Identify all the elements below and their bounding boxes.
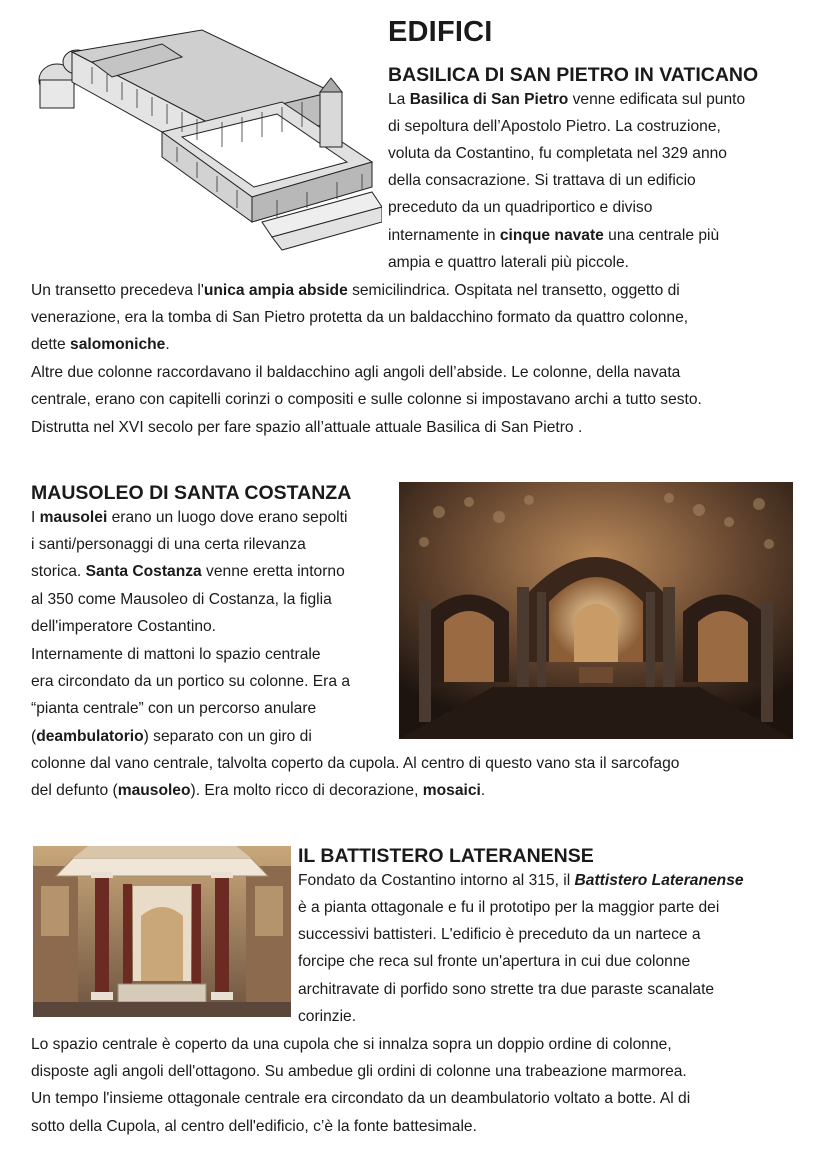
- emphasized-text: unica ampia abside: [203, 282, 348, 299]
- body-text: i santi/personaggi di una certa rilevanza: [31, 536, 306, 553]
- emphasized-text: cinque navate: [499, 227, 604, 244]
- paragraph-line: [298, 894, 719, 921]
- body-text: Lo spazio centrale è coperto da una cupola che si innalza sopra un doppio ordine di colonne,: [31, 1036, 672, 1053]
- section-title-battistero: IL BATTISTERO LATERANENSE: [298, 845, 594, 867]
- body-text: La: [388, 91, 410, 108]
- body-text: venerazione, era la tomba di San Pietro protetta da un baldacchino formato da quattro colonne,: [31, 309, 689, 326]
- body-text: forcipe che reca sul fronte un'apertura in cui due colonne: [298, 953, 691, 970]
- emphasized-text: deambulatorio: [36, 728, 144, 745]
- body-text: centrale, erano con capitelli corinzi o compositi e sulle colonne si impostavano archi a tutto sesto.: [31, 391, 702, 408]
- body-text: Un tempo l'insieme ottagonale centrale era circondato da un deambulatorio voltato a botte. Al di: [31, 1090, 691, 1107]
- body-text: Altre due colonne raccordavano il baldacchino agli angoli dell’abside. Le colonne, della navata: [31, 364, 681, 381]
- body-text: .: [165, 336, 170, 353]
- emphasized-text: salomoniche: [70, 336, 166, 353]
- emphasized-text: Basilica di San Pietro: [409, 91, 569, 108]
- body-text: ). Era molto ricco di decorazione,: [190, 782, 423, 799]
- body-text: venne eretta intorno: [201, 563, 345, 580]
- paragraph-line: [388, 140, 727, 167]
- emphasized-text: mosaici: [422, 782, 481, 799]
- paragraph-line: [31, 777, 485, 804]
- body-text: Distrutta nel XVI secolo per fare spazio all’attuale attuale Basilica di San Pietro .: [31, 419, 583, 436]
- body-text: “pianta centrale” con un percorso anulare: [31, 700, 317, 717]
- paragraph-line: [388, 86, 745, 113]
- paragraph-line: [31, 277, 680, 304]
- paragraph-line: [31, 504, 347, 531]
- paragraph-line: [31, 641, 321, 668]
- emphasized-text: Battistero Lateranense: [574, 872, 744, 889]
- paragraph-line: [31, 1113, 477, 1140]
- body-text: al 350 come Mausoleo di Costanza, la figlia: [31, 591, 332, 608]
- body-text: architravate di porfido sono strette tra due paraste scanalate: [298, 981, 715, 998]
- emphasized-text: mausolei: [39, 509, 108, 526]
- paragraph-line: [31, 586, 332, 613]
- body-text: una centrale più: [603, 227, 720, 244]
- paragraph-line: [31, 558, 345, 585]
- paragraph-line: [31, 1085, 690, 1112]
- paragraph-line: [388, 113, 721, 140]
- paragraph-line: [31, 531, 306, 558]
- emphasized-text: Santa Costanza: [85, 563, 202, 580]
- body-text: voluta da Costantino, fu completata nel 329 anno: [388, 145, 727, 162]
- body-text: semicilindrica. Ospitata nel transetto, oggetto di: [347, 282, 680, 299]
- paragraph-line: [298, 867, 744, 894]
- paragraph-line: [31, 668, 350, 695]
- body-text: ampia e quattro laterali più piccole.: [388, 254, 629, 271]
- section-title-basilica: BASILICA DI SAN PIETRO IN VATICANO: [388, 64, 759, 86]
- paragraph-line: [298, 921, 701, 948]
- paragraph-line: [31, 331, 170, 358]
- page-title: EDIFICI: [388, 16, 493, 48]
- body-text: della consacrazione. Si trattava di un edificio: [388, 172, 696, 189]
- body-text: Un transetto precedeva l': [31, 282, 204, 299]
- paragraph-line: [388, 194, 652, 221]
- body-text: preceduto da un quadriportico e diviso: [388, 199, 653, 216]
- body-text: Fondato da Costantino intorno al 315, il: [298, 872, 575, 889]
- paragraph-line: [31, 304, 688, 331]
- paragraph-line: [298, 948, 690, 975]
- body-text: era circondato da un portico su colonne. Era a: [31, 673, 351, 690]
- body-text: dette: [31, 336, 71, 353]
- body-text: colonne dal vano centrale, talvolta coperto da cupola. Al centro di questo vano sta il sarcofago: [31, 755, 680, 772]
- paragraph-line: [31, 723, 312, 750]
- baptistery-interior-image: [33, 846, 291, 1017]
- body-text: storica.: [31, 563, 86, 580]
- body-text: Internamente di mattoni lo spazio centrale: [31, 646, 321, 663]
- body-text: (: [31, 728, 37, 745]
- body-text: dell'imperatore Costantino.: [31, 618, 217, 635]
- section-title-costanza: MAUSOLEO DI SANTA COSTANZA: [31, 482, 352, 504]
- body-text: è a pianta ottagonale e fu il prototipo per la maggior parte dei: [298, 899, 720, 916]
- body-text: venne edificata sul punto: [568, 91, 746, 108]
- paragraph-line: [298, 976, 714, 1003]
- paragraph-line: [31, 1031, 672, 1058]
- body-text: erano un luogo dove erano sepolti: [107, 509, 348, 526]
- paragraph-line: [388, 249, 629, 276]
- paragraph-line: [31, 386, 702, 413]
- body-text: internamente in: [388, 227, 500, 244]
- paragraph-line: [31, 359, 680, 386]
- paragraph-line: [388, 222, 719, 249]
- body-text: ) separato con un giro di: [143, 728, 312, 745]
- costanza-interior-image: [399, 482, 793, 739]
- paragraph-line: [388, 167, 696, 194]
- paragraph-line: [31, 1058, 687, 1085]
- paragraph-line: [31, 613, 216, 640]
- body-text: del defunto (: [31, 782, 118, 799]
- emphasized-text: mausoleo: [117, 782, 191, 799]
- paragraph-line: [31, 750, 679, 777]
- body-text: di sepoltura dell’Apostolo Pietro. La costruzione,: [388, 118, 721, 135]
- basilica-engraving-image: [32, 22, 382, 254]
- body-text: corinzie.: [298, 1008, 357, 1025]
- paragraph-line: [31, 414, 582, 441]
- body-text: I: [31, 509, 40, 526]
- body-text: .: [480, 782, 486, 799]
- paragraph-line: [298, 1003, 356, 1030]
- body-text: sotto della Cupola, al centro dell'edificio, c’è la fonte battesimale.: [31, 1118, 477, 1135]
- body-text: disposte agli angoli dell'ottagono. Su ambedue gli ordini di colonne una trabeazione marmorea.: [31, 1063, 687, 1080]
- paragraph-line: [31, 695, 316, 722]
- body-text: successivi battisteri. L'edificio è preceduto da un nartece a: [298, 926, 701, 943]
